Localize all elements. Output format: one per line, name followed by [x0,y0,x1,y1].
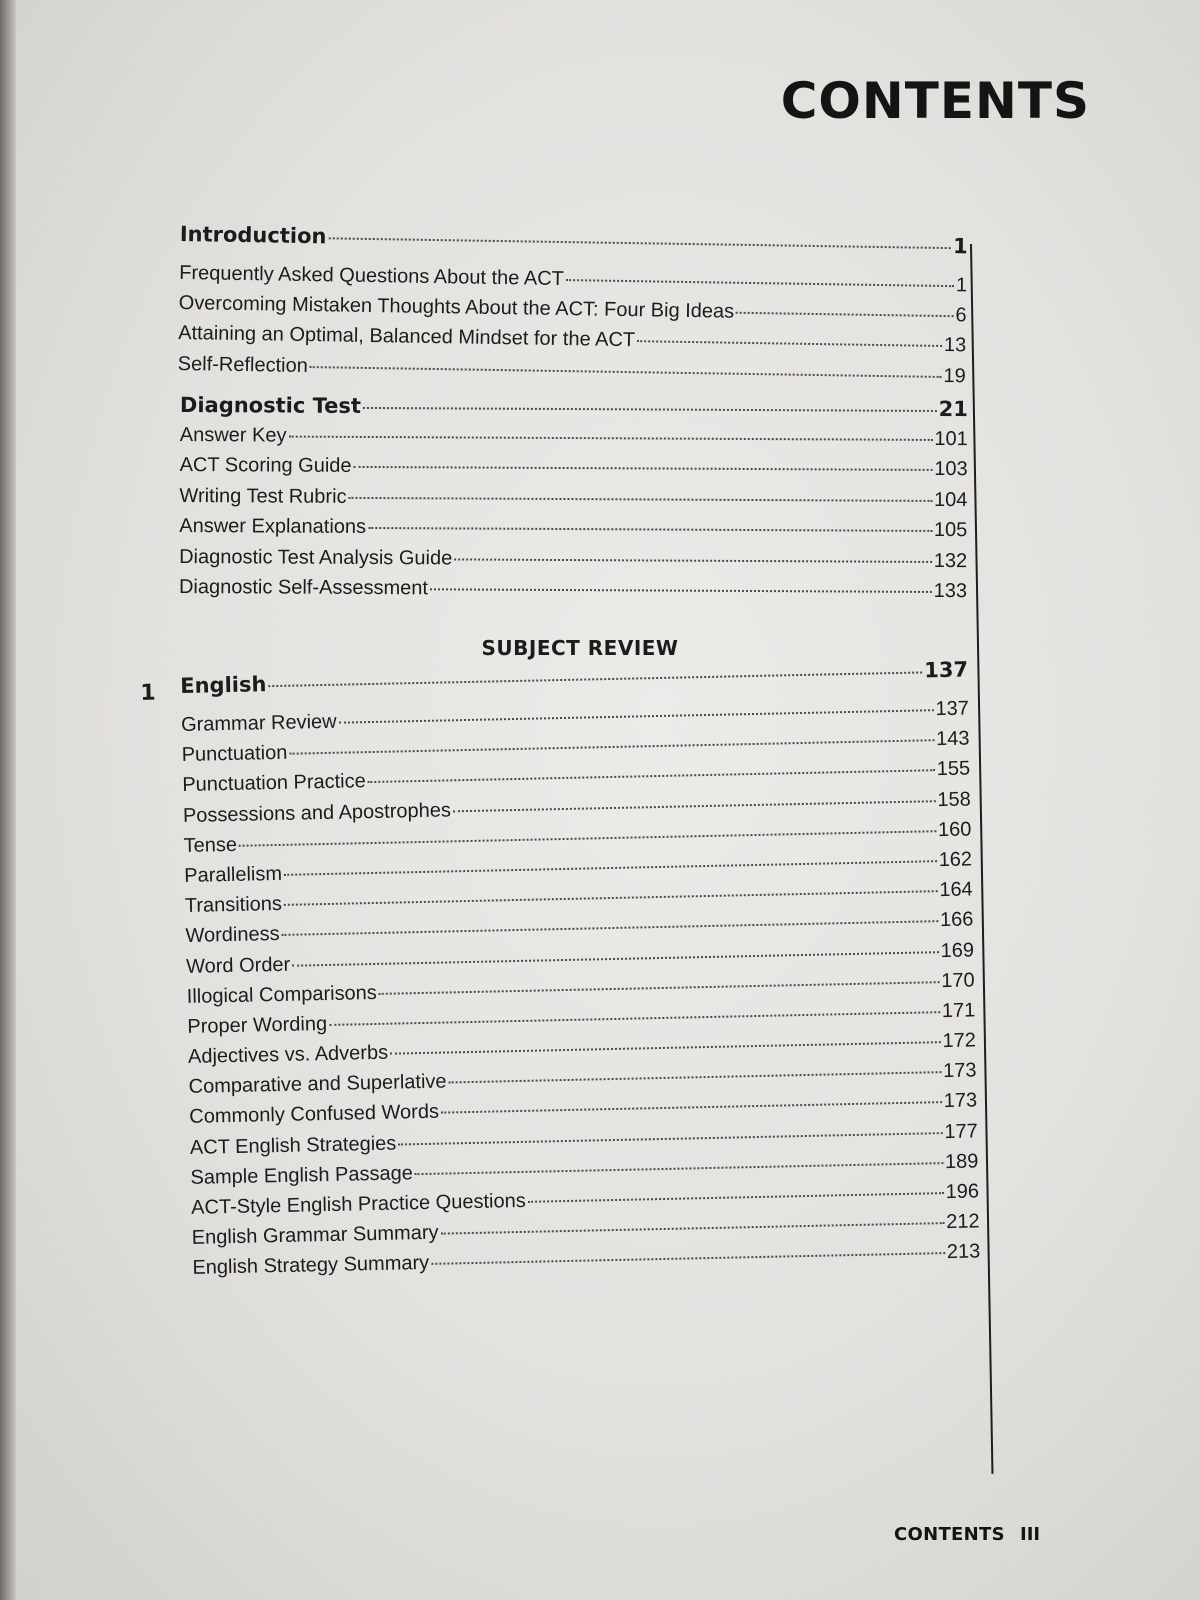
toc-entry-label: Transitions [184,893,283,918]
toc-entry-label: Attaining an Optimal, Balanced Mindset for the ACT [178,322,636,352]
toc-entry-label: English Strategy Summary [192,1252,430,1280]
dot-leader [454,558,932,563]
toc-entry-page: 169 [940,939,975,962]
toc-entry-page: 173 [943,1090,978,1113]
toc-entry-label: Adjectives vs. Adverbs [187,1042,389,1069]
dot-leader [310,366,942,378]
toc-entry-page: 172 [942,1029,977,1053]
toc-entry-page: 196 [945,1180,980,1204]
toc-entry-label: Parallelism [183,863,283,888]
page-title: CONTENTS [780,72,1090,130]
toc-entry-page: 213 [946,1240,981,1264]
dot-leader [363,407,937,412]
toc-entry-page: 158 [937,788,972,811]
toc-entry-page: 171 [941,999,976,1023]
dot-leader [239,830,936,847]
toc-entry-label: English [180,672,267,699]
toc-group-diagnostic [179,393,968,611]
toc-entry-label: Introduction [179,222,327,249]
dot-leader [284,860,937,876]
toc-entry-page: 189 [944,1150,979,1174]
toc-group-introduction [177,222,967,395]
toc-entry-label: Wordiness [185,923,280,948]
toc-entry-label: English Grammar Summary [191,1222,439,1250]
dot-leader [637,341,942,348]
section-heading-subject-review: SUBJECT REVIEW [481,636,679,661]
toc-entry-page: 13 [943,334,967,357]
dot-leader [453,800,936,812]
table-of-contents [140,222,981,1288]
toc-entry[interactable] [180,454,968,489]
toc-entry-label: Self-Reflection [177,352,308,377]
toc-entry-page: 173 [942,1059,977,1083]
dot-leader [268,672,922,688]
toc-entry-label: Answer Explanations [179,514,367,538]
toc-entry[interactable] [179,484,967,519]
chapter-number: 1 [140,680,156,707]
toc-chapter-english [140,657,981,1288]
toc-entry-label: Overcoming Mistaken Thoughts About the ACT: Four Big Ideas [178,292,735,323]
toc-entry-label: Punctuation Practice [182,770,366,797]
toc-entry-page: 6 [955,304,967,327]
toc-entry-page: 104 [934,488,968,511]
page-number: III [1020,1524,1041,1545]
toc-entry-label: ACT Scoring Guide [179,453,352,477]
toc-entry-label: Answer Key [179,423,287,446]
dot-leader [354,466,933,471]
toc-heading-diagnostic[interactable] [180,393,968,428]
toc-entry-label: Punctuation [181,742,288,767]
toc-entry-page: 132 [933,549,968,572]
dot-leader [329,1011,940,1026]
toc-entry[interactable] [180,423,968,458]
toc-entry-page: 212 [946,1210,980,1234]
toc-entry-page: 103 [934,457,968,480]
toc-entry-label: Comparative and Superlative [188,1071,447,1099]
dot-leader [566,279,954,287]
toc-entry-label: Diagnostic Self-Assessment [178,575,429,600]
dot-leader [368,770,935,784]
toc-entry-page: 164 [939,878,973,902]
toc-entry-page: 19 [943,364,966,387]
toc-entry-page: 1 [952,234,968,259]
dot-leader [284,891,937,907]
toc-entry[interactable] [179,545,967,580]
toc-entry-label: Diagnostic Test Analysis Guide [179,545,453,569]
toc-entry-label: Tense [183,833,238,857]
dot-leader [430,588,932,593]
dot-leader [368,527,932,532]
toc-entry-page: 105 [933,518,968,541]
dot-leader [415,1162,943,1175]
page-edge-shadow [0,0,16,1600]
toc-entry-page: 170 [940,969,975,993]
toc-entry-label: Writing Test Rubric [179,484,347,508]
toc-entry-page: 21 [938,396,968,421]
toc-entry-page: 160 [937,818,972,842]
dot-leader [328,237,951,249]
dot-leader [349,496,933,501]
toc-entry-page: 177 [944,1120,978,1143]
running-footer-label: CONTENTS [894,1524,1005,1545]
toc-entry-page: 162 [938,848,973,872]
dot-leader [292,951,938,967]
toc-entry-page: 137 [923,657,969,683]
toc-entry-page: 137 [935,697,970,721]
dot-leader [441,1102,942,1114]
dot-leader [398,1132,942,1145]
toc-entry-label: Illogical Comparisons [186,981,378,1008]
toc-entry-label: Grammar Review [180,710,337,737]
toc-entry-page: 133 [933,579,968,602]
toc-entry-page: 1 [955,274,968,297]
toc-entry[interactable] [179,576,967,611]
toc-entry-label: Sample English Passage [190,1162,414,1189]
dot-leader [440,1223,944,1236]
dot-leader [528,1192,944,1203]
toc-entry-label: Frequently Asked Questions About the ACT [179,261,564,291]
toc-entry-page: 101 [934,427,968,450]
toc-entry-label: Commonly Confused Words [189,1101,440,1129]
dot-leader [289,740,934,756]
toc-entry-page: 143 [935,727,970,751]
toc-entry-label: Word Order [185,953,291,978]
dot-leader [390,1041,940,1055]
dot-leader [449,1072,942,1084]
dot-leader [431,1253,945,1266]
dot-leader [736,312,953,317]
toc-entry-label: Proper Wording [187,1013,328,1039]
toc-entry[interactable] [179,515,967,550]
toc-entry-label: ACT English Strategies [189,1132,397,1159]
toc-chapter-items [181,698,981,1288]
toc-entry-label: Diagnostic Test [179,392,362,418]
toc-entry-page: 166 [939,909,974,932]
toc-entry-page: 155 [936,758,971,781]
toc-entry-label: ACT-Style English Practice Questions [190,1190,526,1220]
dot-leader [379,981,939,995]
dot-leader [339,709,934,723]
toc-entry-label: Possessions and Apostrophes [182,799,452,827]
vertical-rule [970,244,993,1474]
dot-leader [282,921,938,937]
dot-leader [288,435,932,440]
